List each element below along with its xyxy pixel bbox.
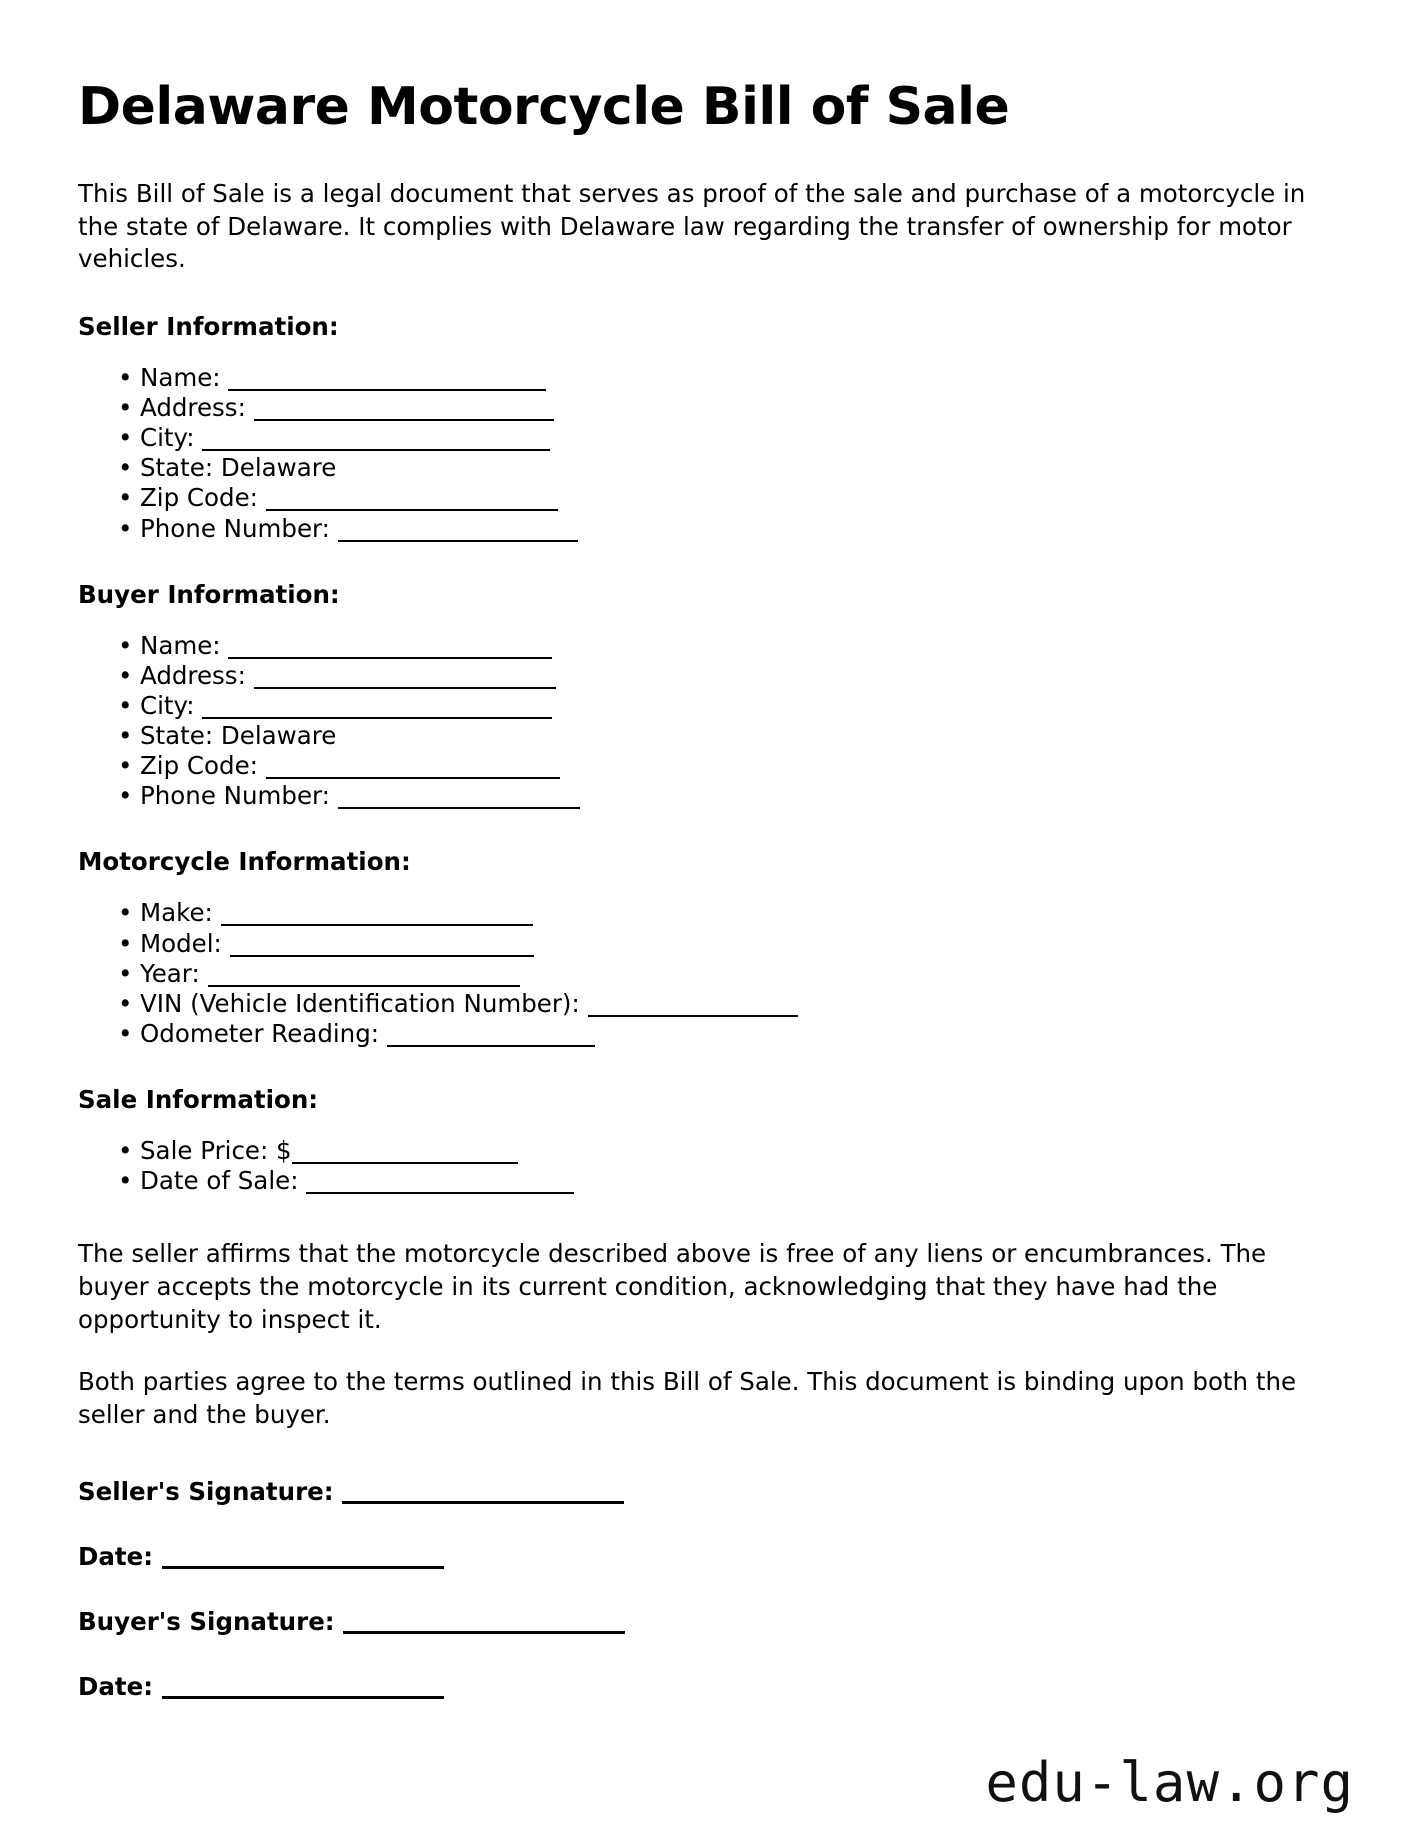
field-label: City:	[140, 690, 195, 720]
field-value: Delaware	[213, 721, 337, 751]
field-label: Address:	[140, 660, 246, 690]
buyer-fields-list	[78, 631, 1336, 812]
form-field-row	[78, 453, 1336, 483]
fill-in-blank[interactable]	[221, 924, 533, 926]
form-field-row	[78, 1166, 1336, 1196]
seller-section-heading: Seller Information:	[78, 311, 339, 341]
field-label: State:	[140, 721, 214, 751]
form-field-row	[78, 661, 1336, 691]
fill-in-blank[interactable]	[588, 1015, 798, 1017]
fill-in-blank[interactable]	[228, 389, 546, 391]
signature-label: Seller's Signature:	[78, 1477, 343, 1507]
form-field-row	[78, 898, 1336, 928]
form-field-row	[78, 691, 1336, 721]
intro-paragraph: This Bill of Sale is a legal document that serves as proof of the sale and purchase of a motorcycle in the state of Delaware. It complies with Delaware law regarding the transfer of ownership for motor vehicles.	[78, 179, 1306, 274]
form-field-row	[78, 989, 1336, 1019]
field-label: Phone Number:	[140, 513, 330, 543]
fill-in-blank[interactable]	[254, 419, 554, 421]
motorcycle-fields-list	[78, 898, 1336, 1049]
form-field-row	[78, 959, 1336, 989]
affirmation-paragraph: The seller affirms that the motorcycle described above is free of any liens or encumbrances. The buyer accepts the motorcycle in its current condition, acknowledging that they have had the opportunity to inspect it.	[78, 1239, 1267, 1334]
signature-block	[78, 1477, 1336, 1701]
form-field-row	[78, 483, 1336, 513]
field-label: City:	[140, 423, 195, 453]
fill-in-blank[interactable]	[266, 777, 560, 779]
fill-in-blank[interactable]	[338, 807, 580, 809]
signature-blank[interactable]	[342, 1501, 624, 1504]
fill-in-blank[interactable]	[292, 1162, 518, 1164]
fill-in-blank[interactable]	[208, 985, 520, 987]
field-label: Make:	[140, 898, 213, 928]
signature-label: Date:	[78, 1672, 162, 1702]
field-label: Date of Sale:	[140, 1166, 299, 1196]
seller-fields-list	[78, 363, 1336, 544]
form-field-row	[78, 423, 1336, 453]
sale-section-heading: Sale Information:	[78, 1085, 319, 1115]
form-field-row	[78, 929, 1336, 959]
site-watermark: edu-law.org	[985, 1751, 1354, 1814]
field-label: Address:	[140, 393, 246, 423]
field-label: Model:	[140, 928, 222, 958]
signature-row	[78, 1542, 1336, 1571]
form-field-row	[78, 721, 1336, 751]
form-field-row	[78, 514, 1336, 544]
form-field-row	[78, 1019, 1336, 1049]
field-label: Odometer Reading:	[140, 1018, 380, 1048]
signature-row	[78, 1477, 1336, 1506]
fill-in-blank[interactable]	[306, 1192, 574, 1194]
buyer-section-heading: Buyer Information:	[78, 579, 340, 609]
fill-in-blank[interactable]	[266, 509, 558, 511]
form-field-row	[78, 781, 1336, 811]
fill-in-blank[interactable]	[228, 657, 552, 659]
fill-in-blank[interactable]	[338, 540, 578, 542]
form-field-row	[78, 1136, 1336, 1166]
form-field-row	[78, 631, 1336, 661]
signature-label: Date:	[78, 1542, 162, 1572]
signature-label: Buyer's Signature:	[78, 1607, 344, 1637]
fill-in-blank[interactable]	[202, 717, 552, 719]
signature-blank[interactable]	[162, 1566, 444, 1569]
form-field-row	[78, 393, 1336, 423]
motorcycle-section-heading: Motorcycle Information:	[78, 847, 411, 877]
agreement-paragraph: Both parties agree to the terms outlined in this Bill of Sale. This document is binding upon both the seller and the buyer.	[78, 1367, 1297, 1429]
fill-in-blank[interactable]	[387, 1045, 595, 1047]
signature-row	[78, 1607, 1336, 1636]
field-label: Zip Code:	[140, 483, 258, 513]
field-label: Name:	[140, 630, 221, 660]
field-label: State:	[140, 453, 214, 483]
field-label: Name:	[140, 362, 221, 392]
signature-blank[interactable]	[162, 1696, 444, 1699]
field-label: Sale Price: $	[140, 1136, 292, 1166]
fill-in-blank[interactable]	[230, 955, 534, 957]
signature-row	[78, 1672, 1336, 1701]
form-field-row	[78, 751, 1336, 781]
field-label: Zip Code:	[140, 751, 258, 781]
field-label: Phone Number:	[140, 781, 330, 811]
form-field-row	[78, 363, 1336, 393]
page-title: Delaware Motorcycle Bill of Sale	[78, 77, 1010, 137]
signature-blank[interactable]	[343, 1631, 625, 1634]
field-label: Year:	[140, 958, 200, 988]
fill-in-blank[interactable]	[254, 687, 556, 689]
sale-fields-list	[78, 1136, 1336, 1196]
field-label: VIN (Vehicle Identification Number):	[140, 988, 580, 1018]
field-value: Delaware	[213, 453, 337, 483]
fill-in-blank[interactable]	[202, 449, 550, 451]
